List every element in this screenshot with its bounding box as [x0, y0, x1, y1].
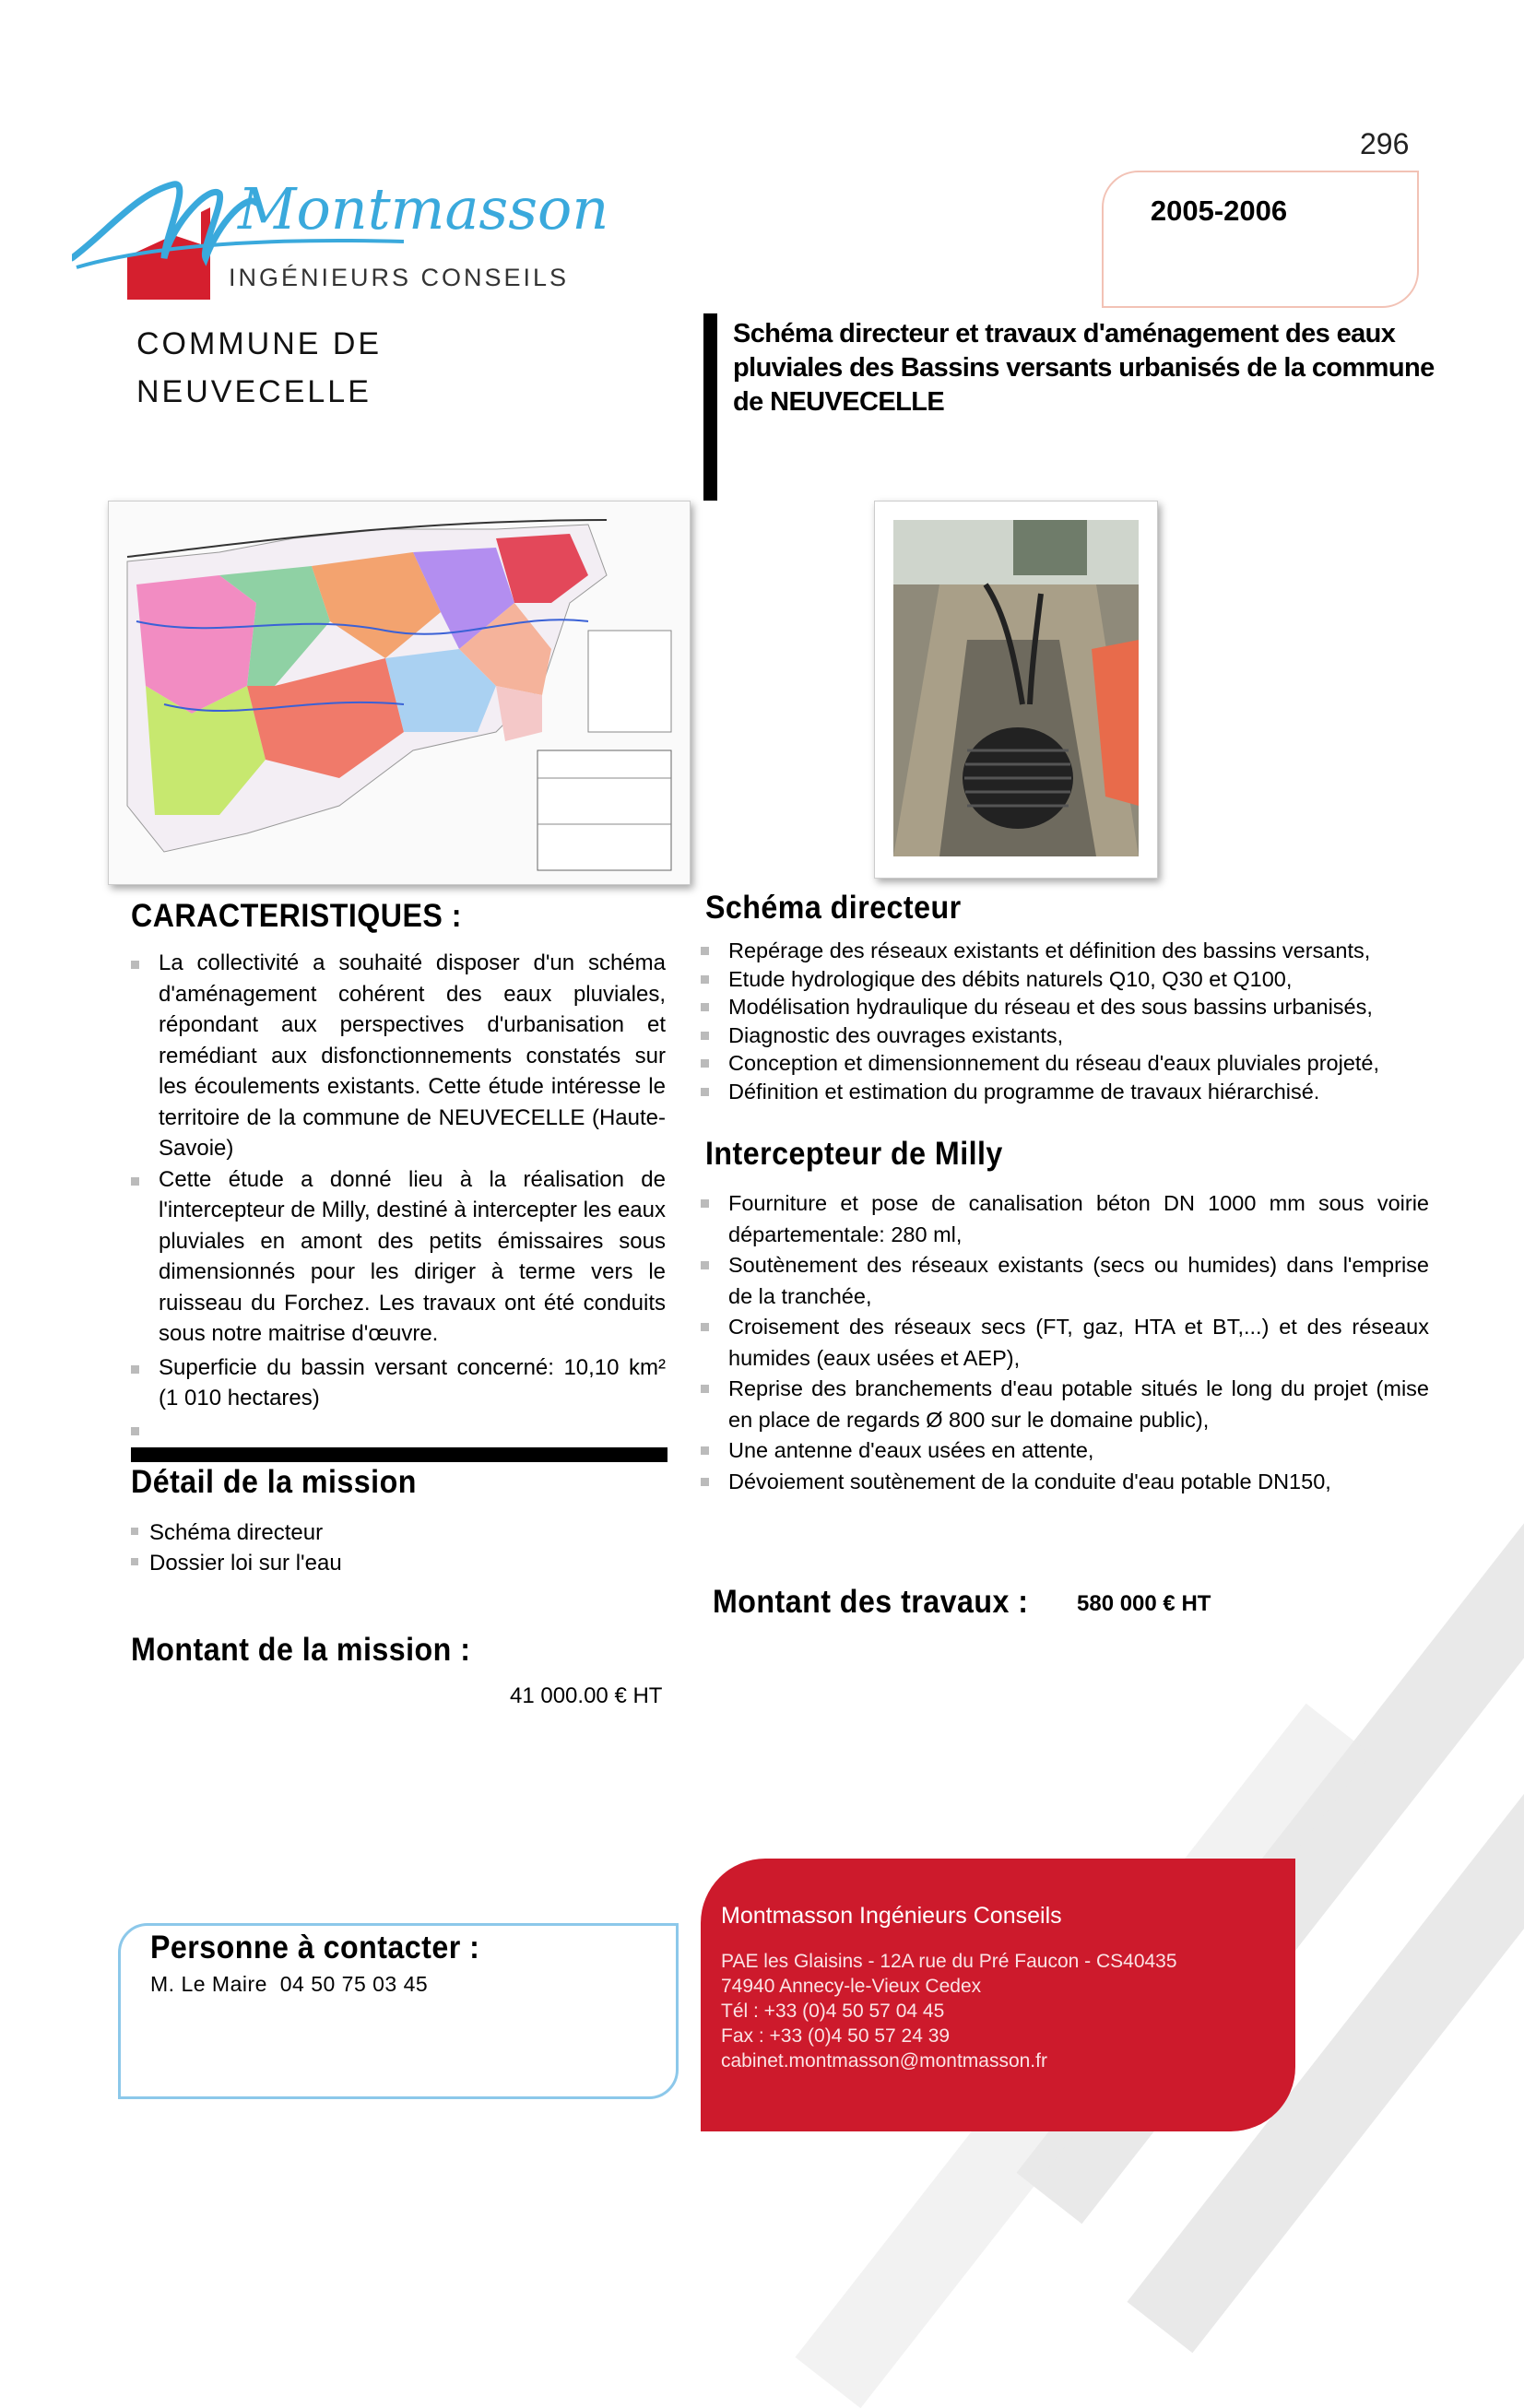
list-item: Cette étude a donné lieu à la réalisation de l'intercepteur de Milly, destiné à intercepter les eaux pluviales en amont des petits émissaires sous dimensionnés pour les diriger à terme vers le ruisseau du Forchez. Les travaux ont été conduits sous notre maitrise d'œuvre.	[131, 1164, 666, 1350]
map-illustration	[109, 502, 690, 884]
logo-wordmark: Montmasson	[238, 175, 609, 242]
list-item: Modélisation hydraulique du réseau et des sous bassins urbanisés,	[701, 993, 1429, 1021]
montant-travaux-label: Montant des travaux :	[713, 1584, 1029, 1620]
bullet-icon	[701, 1032, 709, 1040]
footer-fax: Fax : +33 (0)4 50 57 24 39	[721, 2025, 951, 2047]
list-item: Croisement des réseaux secs (FT, gaz, HTA et BT,...) et des réseaux humides (eaux usées et AEP),	[701, 1312, 1429, 1374]
page-number: 296	[1360, 127, 1410, 160]
contact-heading: Personne à contacter :	[150, 1930, 480, 1965]
footer-address-line2: 74940 Annecy-le-Vieux Cedex	[721, 1976, 982, 1997]
year-box	[1102, 171, 1419, 308]
commune-line1: COMMUNE DE	[136, 326, 383, 361]
footer-company: Montmasson Ingénieurs Conseils	[721, 1903, 1062, 1929]
trench-photo-illustration	[875, 502, 1157, 878]
bullet-icon	[701, 1003, 709, 1011]
list-item: Diagnostic des ouvrages existants,	[701, 1021, 1429, 1050]
footer-address-line1: PAE les Glaisins - 12A rue du Pré Faucon - CS40435	[721, 1951, 1177, 1972]
footer-address-block	[721, 1949, 1177, 2073]
bullet-icon	[701, 1088, 709, 1096]
bullet-icon	[701, 1199, 709, 1208]
commune-line2: NEUVECELLE	[136, 374, 372, 409]
montant-mission-value: 41 000.00 € HT	[510, 1683, 663, 1708]
list-item: Repérage des réseaux existants et définition des bassins versants,	[701, 937, 1429, 965]
list-item: Une antenne d'eaux usées en attente,	[701, 1435, 1429, 1467]
title-accent-bar	[703, 313, 717, 501]
bullet-icon	[701, 1059, 709, 1068]
bullet-icon	[701, 1323, 709, 1331]
bullet-icon	[131, 1365, 139, 1374]
contact-phone: 04 50 75 03 45	[279, 1972, 429, 1996]
logo-subtitle: INGÉNIEURS CONSEILS	[229, 264, 570, 291]
bullet-icon	[131, 1177, 139, 1186]
list-item: Dévoiement soutènement de la conduite d'eau potable DN150,	[701, 1467, 1429, 1498]
list-item: Etude hydrologique des débits naturels Q10, Q30 et Q100,	[701, 965, 1429, 994]
list-item: Schéma directeur	[131, 1517, 342, 1548]
detail-mission-list	[131, 1517, 342, 1578]
bullet-icon	[701, 947, 709, 955]
list-item: Superficie du bassin versant concerné: 10,10 km² (1 010 hectares)	[131, 1352, 666, 1414]
list-item: Soutènement des réseaux existants (secs ou humides) dans l'emprise de la tranchée,	[701, 1250, 1429, 1312]
caracteristiques-heading: CARACTERISTIQUES :	[131, 898, 462, 934]
commune-name	[136, 320, 382, 416]
project-year: 2005-2006	[1150, 195, 1288, 227]
bullet-icon	[701, 975, 709, 984]
caracteristiques-list	[131, 948, 666, 1445]
bullet-icon	[701, 1478, 709, 1486]
footer-email[interactable]: cabinet.montmasson@montmasson.fr	[721, 2050, 1047, 2072]
schema-directeur-list	[701, 937, 1429, 1105]
footer-tel: Tél : +33 (0)4 50 57 04 45	[721, 2001, 945, 2022]
contact-name: M. Le Maire	[150, 1972, 267, 1996]
worksite-photo	[874, 501, 1158, 879]
montant-travaux-value: 580 000 € HT	[1077, 1591, 1211, 1616]
company-footer	[701, 1859, 1295, 2131]
intercepteur-heading: Intercepteur de Milly	[705, 1136, 1003, 1172]
bullet-icon	[131, 1427, 139, 1435]
schema-directeur-heading: Schéma directeur	[705, 890, 962, 926]
list-item: La collectivité a souhaité disposer d'un schéma d'aménagement cohérent des eaux pluviales, répondant aux perspectives d'urbanisation et remédiant aux disfonctionnements constatés sur les écoulements existants. Cette étude intéresse le territoire de la commune de NEUVECELLE (Haute-Savoie)	[131, 948, 666, 1164]
bullet-icon	[701, 1446, 709, 1455]
section-separator	[131, 1447, 667, 1462]
bullet-icon	[701, 1261, 709, 1269]
contact-line	[150, 1972, 428, 1997]
list-item: Dossier loi sur l'eau	[131, 1548, 342, 1578]
list-item: Conception et dimensionnement du réseau d'eaux pluviales projeté,	[701, 1049, 1429, 1078]
project-title: Schéma directeur et travaux d'aménagement des eaux pluviales des Bassins versants urbanisés de la commune de NEUVECELLE	[733, 319, 1435, 417]
watershed-map-image	[108, 501, 691, 885]
list-item: Fourniture et pose de canalisation béton DN 1000 mm sous voirie départementale: 280 ml,	[701, 1188, 1429, 1250]
contact-box	[118, 1923, 679, 2099]
bullet-icon	[701, 1385, 709, 1393]
list-item	[131, 1414, 666, 1445]
intercepteur-list	[701, 1188, 1429, 1497]
detail-mission-heading: Détail de la mission	[131, 1464, 417, 1500]
list-item: Reprise des branchements d'eau potable situés le long du projet (mise en place de regards Ø 800 sur le domaine public),	[701, 1374, 1429, 1435]
bullet-icon	[131, 961, 139, 969]
bullet-icon	[131, 1528, 138, 1535]
montant-mission-label: Montant de la mission :	[131, 1632, 471, 1668]
bullet-icon	[131, 1558, 138, 1565]
list-item: Définition et estimation du programme de travaux hiérarchisé.	[701, 1078, 1429, 1106]
